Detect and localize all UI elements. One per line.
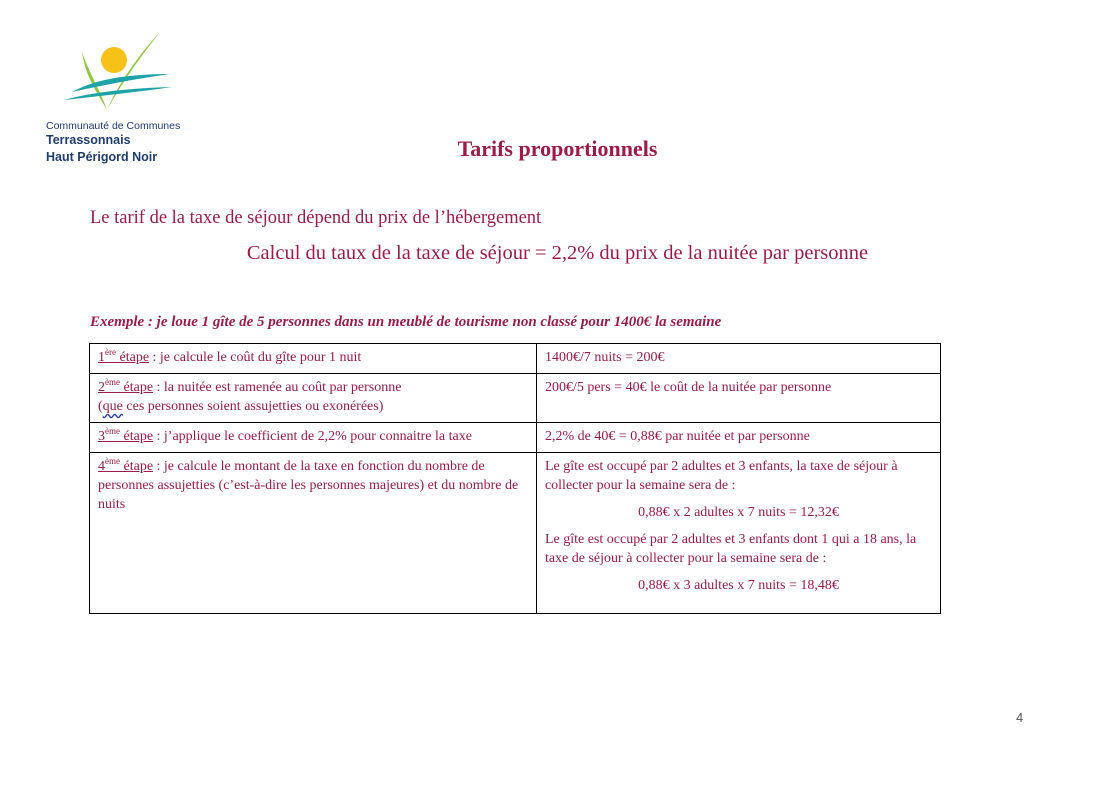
step-label: 4ème étape — [98, 456, 154, 474]
step-result: 200€/5 pers = 40€ le coût de la nuitée par personne — [536, 374, 940, 423]
step-description: 2ème étape : la nuitée est ramenée au coût par personne (que ces personnes soient assujetties ou exonérées) — [90, 374, 537, 423]
step-label: 2ème étape — [98, 377, 154, 395]
step-label: 3ème étape — [98, 426, 154, 444]
intro-text: Le tarif de la taxe de séjour dépend du prix de l’hébergement — [90, 208, 542, 228]
step-description: 3ème étape : j’applique le coefficient de 2,2% pour connaitre la taxe — [90, 423, 537, 453]
table-row — [90, 423, 941, 453]
formula-text: Calcul du taux de la taxe de séjour = 2,2% du prix de la nuitée par personne — [246, 242, 869, 264]
result-paragraph: Le gîte est occupé par 2 adultes et 3 enfants, la taxe de séjour à collecter pour la semaine sera de : — [544, 459, 898, 493]
table-row — [90, 453, 941, 614]
example-heading: Exemple : je loue 1 gîte de 5 personnes dans un meublé de tourisme non classé pour 1400€ la semaine — [90, 314, 722, 330]
logo-line-perigord: Haut Périgord Noir — [46, 150, 158, 164]
result-calculation: 0,88€ x 3 adultes x 7 nuits = 18,48€ — [638, 578, 839, 593]
logo-line-terrassonnais: Terrassonnais — [46, 133, 131, 147]
page-number: 4 — [1016, 710, 1024, 725]
table-row — [90, 374, 941, 423]
spellcheck-word: que — [102, 399, 123, 414]
step-label: 1ère étape — [98, 347, 150, 365]
result-calculation: 0,88€ x 2 adultes x 7 nuits = 12,32€ — [638, 505, 839, 520]
result-paragraph: Le gîte est occupé par 2 adultes et 3 enfants dont 1 qui a 18 ans, la taxe de séjour à collecter pour la semaine sera de : — [544, 532, 917, 566]
step-description: 1ère étape : je calcule le coût du gîte pour 1 nuit — [90, 344, 537, 374]
step-result: 1400€/7 nuits = 200€ — [536, 344, 940, 374]
table-row — [90, 344, 941, 374]
step-result: 2,2% de 40€ = 0,88€ par nuitée et par personne — [536, 423, 940, 453]
logo-line-community: Communauté de Communes — [46, 120, 181, 132]
logo-emblem-icon — [52, 30, 182, 120]
steps-table — [89, 343, 941, 614]
step-result — [536, 453, 940, 614]
page-title: Tarifs proportionnels — [457, 136, 658, 161]
step-description: 4ème étape : je calcule le montant de la taxe en fonction du nombre de personnes assujetties (c’est-à-dire les personnes majeures) et du nombre de nuits — [90, 453, 537, 614]
